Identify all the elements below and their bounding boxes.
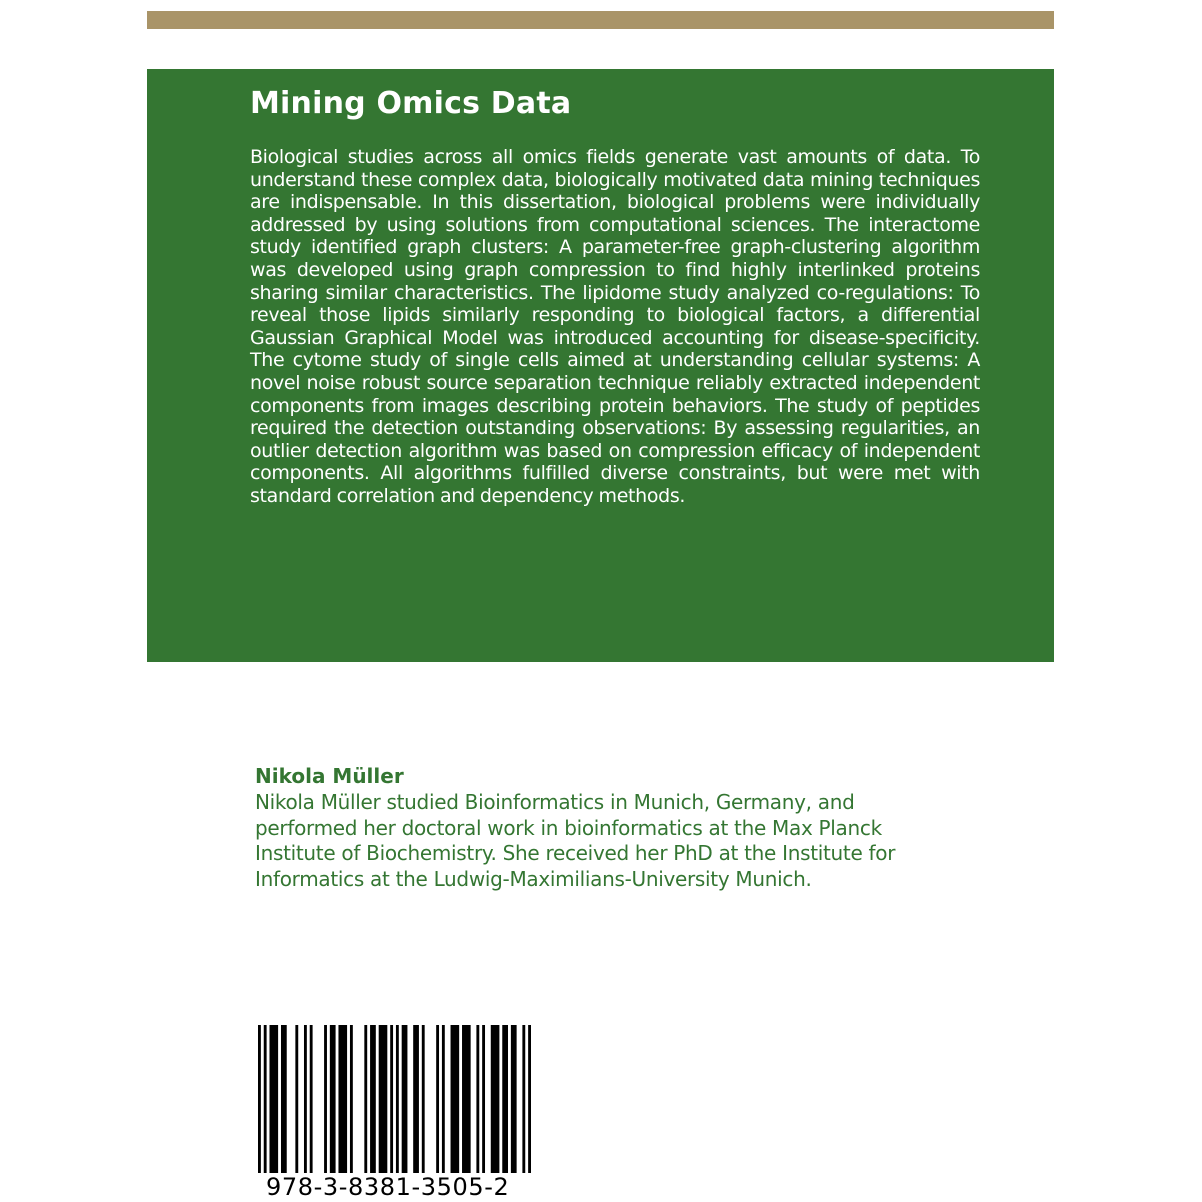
barcode-bar xyxy=(422,1025,425,1173)
barcode-bar xyxy=(350,1025,353,1173)
barcode-bar xyxy=(370,1025,376,1173)
barcode-bar xyxy=(338,1025,347,1173)
barcode-bar xyxy=(528,1025,531,1173)
barcode-bar xyxy=(304,1025,307,1173)
barcode-bar xyxy=(396,1025,399,1173)
author-name: Nikola Müller xyxy=(255,764,404,788)
barcode-bar xyxy=(511,1025,517,1173)
isbn-number: 978-3-8381-3505-2 xyxy=(266,1173,510,1201)
author-bio: Nikola Müller studied Bioinformatics in Munich, Germany, and performed her doctoral work in bioinformatics at the Max Planck Institute of Biochemistry. She received her PhD at the Institute for Informatics at the Ludwig-Maximilians-University Munich. xyxy=(255,790,896,891)
barcode-bar xyxy=(402,1025,408,1173)
barcode-bar xyxy=(451,1025,460,1173)
barcode-bar xyxy=(295,1025,298,1173)
barcode-bar xyxy=(324,1025,327,1173)
barcode-bar xyxy=(413,1025,419,1173)
barcode-bar xyxy=(522,1025,525,1173)
barcode-bar xyxy=(462,1025,471,1173)
book-title: Mining Omics Data xyxy=(250,86,572,121)
top-decorative-band xyxy=(147,11,1054,29)
barcode-bar xyxy=(364,1025,367,1173)
barcode-bar xyxy=(264,1025,267,1173)
barcode-bar xyxy=(390,1025,393,1173)
book-blurb: Biological studies across all omics fields generate vast amounts of data. To understand these complex data, biologically motivated data mining techniques are indispensable. In this dissertation, biological problems were individually addressed by using solutions from computational sciences. The interactome study identified graph clusters: A parameter-free graph-clustering algorithm was developed using graph compression to find highly interlinked proteins sharing similar characteristics. The lipidome study analyzed co-regulations: To reveal those lipids similarly responding to biological factors, a differential Gaussian Graphical Model was introduced accounting for disease-specificity. The cytome study of single cells aimed at understanding cellular systems: A novel noise robust source separation technique reliably extracted independent components from images describing protein behaviors. The study of peptides required the detection outstanding observations: By assessing regularities, an outlier detection algorithm was based on compression efficacy of independent components. All algorithms fulfilled diverse constraints, but were met with standard correlation and dependency methods. xyxy=(250,146,980,507)
barcode-bar xyxy=(330,1025,336,1173)
barcode-bar xyxy=(379,1025,388,1173)
barcode-block xyxy=(258,1025,531,1201)
barcode-bar xyxy=(310,1025,313,1173)
barcode-bar xyxy=(502,1025,508,1173)
barcode-bar xyxy=(281,1025,287,1173)
barcode-bar xyxy=(269,1025,278,1173)
barcode-graphic xyxy=(258,1025,531,1173)
barcode-bar xyxy=(476,1025,479,1173)
barcode-bar xyxy=(442,1025,445,1173)
barcode-bar xyxy=(436,1025,439,1173)
barcode-bar xyxy=(482,1025,485,1173)
barcode-bar xyxy=(491,1025,500,1173)
barcode-bar xyxy=(258,1025,261,1173)
